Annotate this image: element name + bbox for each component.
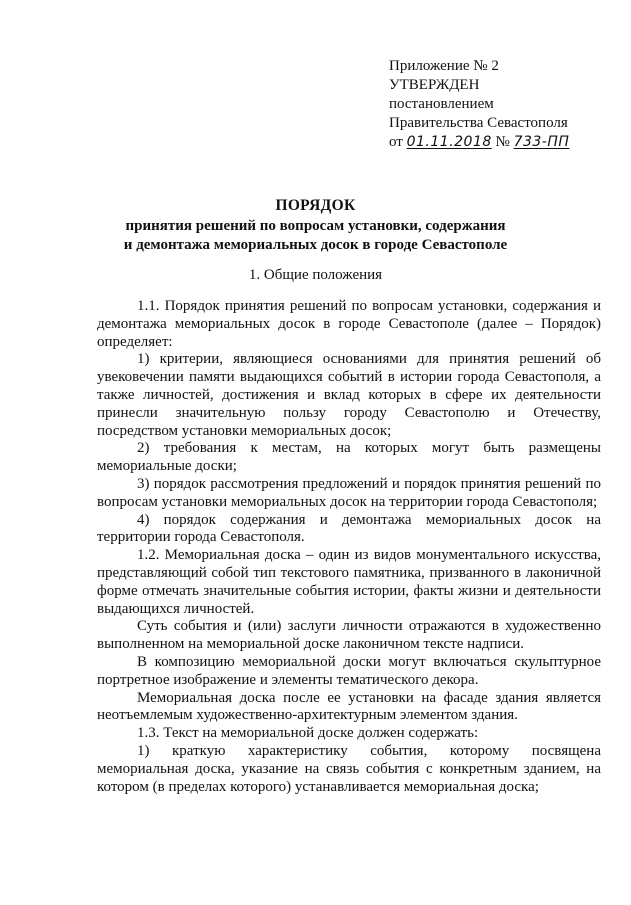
resolution-label: постановлением xyxy=(389,96,494,112)
handwritten-date: 01.11.2018 xyxy=(406,134,492,150)
government-label: Правительства Севастополя xyxy=(389,115,568,131)
paragraph: 4) порядок содержания и демонтажа мемориальных досок на территории города Севастополя. xyxy=(97,511,601,546)
paragraph: 1) краткую характеристику события, которому посвящена мемориальная доска, указание на связь события с конкретным зданием, на котором (в пределах которого) устанавливается мемориальная доска; xyxy=(97,742,601,795)
title-subtitle-line-2: и демонтажа мемориальных досок в городе Севастополе xyxy=(123,237,508,253)
section-heading: 1. Общие положения xyxy=(248,267,383,283)
approved-label: УТВЕРЖДЕН xyxy=(389,77,480,93)
document-title xyxy=(0,196,631,255)
number-prefix: № xyxy=(491,134,514,150)
title-main: ПОРЯДОК xyxy=(275,197,356,214)
date-number-line xyxy=(389,133,569,152)
paragraph: 1.2. Мемориальная доска – один из видов монументального искусства, представляющий собой тип текстового памятника, призванного в лаконичной форме отмечать значительные события истории, факты жизни и деятельности выдающихся личностей. xyxy=(97,547,601,617)
paragraph: Мемориальная доска после ее установки на фасаде здания является неотъемлемым художественно-архитектурным элементом здания. xyxy=(97,689,601,724)
paragraph: В композицию мемориальной доски могут включаться скульптурное портретное изображение и элементы тематического декора. xyxy=(97,653,601,688)
title-subtitle-line-1: принятия решений по вопросам установки, содержания xyxy=(125,218,506,234)
appendix-number: Приложение № 2 xyxy=(389,58,499,74)
paragraph: 1.3. Текст на мемориальной доске должен содержать: xyxy=(137,725,479,742)
paragraph: 1.1. Порядок принятия решений по вопросам установки, содержания и демонтажа мемориальных досок в городе Севастополе (далее – Порядок) определяет: xyxy=(97,298,601,350)
paragraph: 3) порядок рассмотрения предложений и порядок принятия решений по вопросам установки мемориальных досок на территории города Севастополя; xyxy=(97,475,601,510)
approval-stamp xyxy=(389,57,569,152)
paragraph: 2) требования к местам, на которых могут быть размещены мемориальные доски; xyxy=(97,440,601,475)
handwritten-number: 733-ПП xyxy=(513,134,570,150)
paragraph: 1) критерии, являющиеся основаниями для принятия решений об увековечении памяти выдающихся событий в истории города Севастополя, а также личностей, достижения и вклад которых в сфере их деятельности принесли значительную пользу городу Севастополю и Отечеству, посредством установки мемориальных досок; xyxy=(97,351,601,439)
paragraph: Суть события и (или) заслуги личности отражаются в художественно выполненном на мемориальной доске лаконичном тексте надписи. xyxy=(97,618,601,653)
date-prefix: от xyxy=(389,134,407,150)
document-body xyxy=(97,298,601,796)
